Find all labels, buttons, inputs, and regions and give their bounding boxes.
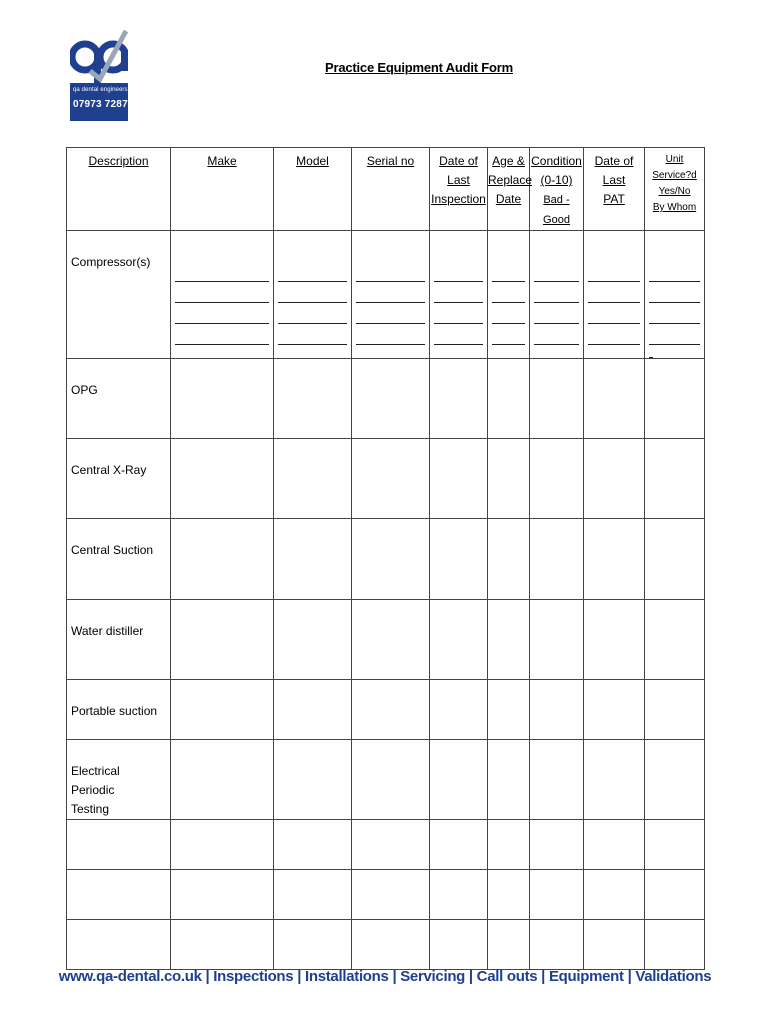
equipment-audit-table <box>66 147 705 970</box>
row-label: Portable suction <box>67 680 171 740</box>
logo-phone: 07973 728737 <box>73 99 140 110</box>
header-model: Model <box>274 148 352 231</box>
table-row <box>67 870 705 920</box>
age-cell[interactable] <box>488 231 530 359</box>
table-row <box>67 920 705 970</box>
row-label: Central X-Ray <box>67 439 171 519</box>
header-age: Age & Replace Date <box>488 148 530 231</box>
model-cell[interactable] <box>274 231 352 359</box>
header-description: Description <box>67 148 171 231</box>
row-label: Water distiller <box>67 600 171 680</box>
make-cell[interactable] <box>171 231 274 359</box>
serial-cell[interactable] <box>352 231 430 359</box>
table-row <box>67 519 705 600</box>
condition-cell[interactable] <box>530 231 584 359</box>
row-label: Electrical Periodic Testing <box>67 740 171 820</box>
row-label: OPG <box>67 359 171 439</box>
header-serial: Serial no <box>352 148 430 231</box>
logo-contact-box <box>70 83 140 121</box>
row-label: Central Suction <box>67 519 171 600</box>
table-row <box>67 600 705 680</box>
table-row <box>67 231 705 359</box>
header-last-inspection: Date of Last Inspection <box>430 148 488 231</box>
row-label <box>67 920 171 970</box>
header-pat: Date of Last PAT <box>584 148 645 231</box>
row-label <box>67 820 171 870</box>
page-title: Practice Equipment Audit Form <box>324 60 514 75</box>
table-row <box>67 740 705 820</box>
service-cell[interactable] <box>645 231 705 359</box>
last-inspection-cell[interactable] <box>430 231 488 359</box>
table-row <box>67 820 705 870</box>
table-row <box>67 439 705 519</box>
table-row <box>67 359 705 439</box>
row-label <box>67 870 171 920</box>
table-row <box>67 680 705 740</box>
header-condition: Condition (0-10) Bad - Good <box>530 148 584 231</box>
header-make: Make <box>171 148 274 231</box>
footer-links: www.qa-dental.co.uk | Inspections | Installations | Servicing | Call outs | Equipment | Validations <box>58 968 712 985</box>
header-service: Unit Service?d Yes/No By Whom <box>645 148 705 231</box>
header-row <box>67 148 705 231</box>
row-label: Compressor(s) <box>67 231 171 359</box>
logo-tagline: qa dental engineers <box>73 87 128 93</box>
pat-cell[interactable] <box>584 231 645 359</box>
